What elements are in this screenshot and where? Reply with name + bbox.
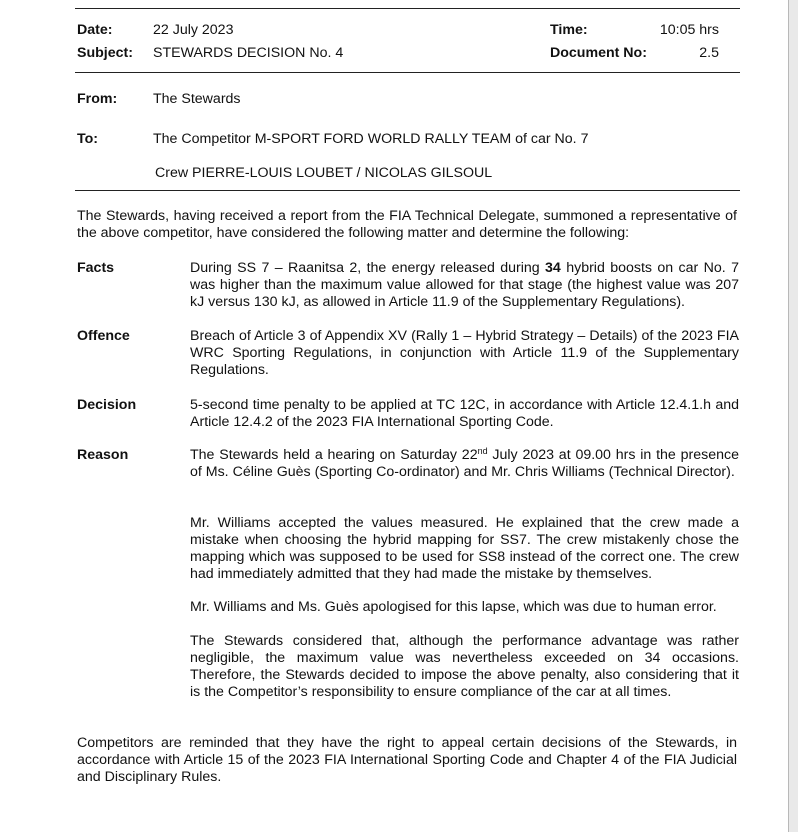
reason-paragraph-2: Mr. Williams accepted the values measured. He explained that the crew made a mistake when choosing the hybrid mapping for SS7. The crew mistakenly chose the mapping which was supposed to be used for SS8 instead of the correct one. The crew had immediately admitted that they had made the mistake by themselves.	[190, 515, 739, 582]
date-value: 22 July 2023	[153, 22, 234, 38]
facts-text-start: During SS 7 – Raanitsa 2, the energy released during	[190, 260, 546, 276]
document-number-value: 2.5	[699, 45, 719, 61]
facts-text-end: hybrid boosts on car No. 7 was higher than the maximum value allowed for that stage (the highest value was 207 kJ versus 130 kJ, as allowed in Article 11.9 of the Supplementary Regulations).	[190, 260, 739, 310]
decision-label: Decision	[77, 397, 137, 413]
appeal-notice: Competitors are reminded that they have the right to appeal certain decisions of the Stewards, in accordance with Article 15 of the 2023 FIA International Sporting Code and Chapter 4 of the FIA Judicial and Disciplinary Rules.	[77, 735, 737, 785]
reason-paragraph-3: Mr. Williams and Ms. Guès apologised for this lapse, which was due to human error.	[190, 599, 717, 615]
decision-text: 5-second time penalty to be applied at TC 12C, in accordance with Article 12.4.1.h and Article 12.4.2 of the 2023 FIA International Sporting Code.	[190, 397, 739, 430]
document-number-label: Document No:	[550, 45, 647, 61]
to-crew: Crew PIERRE-LOUIS LOUBET / NICOLAS GILSOUL	[155, 165, 493, 181]
facts-text	[190, 260, 739, 311]
time-value: 10:05 hrs	[659, 22, 719, 38]
offence-text: Breach of Article 3 of Appendix XV (Rally 1 – Hybrid Strategy – Details) of the 2023 FIA WRC Sporting Regulations, in conjunction with Article 11.9 of the Supplementary Regulations.	[190, 328, 739, 378]
reason-p1-end: July 2023 at 09.00 hrs in the presence of Ms. Céline Guès (Sporting Co-ordinator) and Mr. Chris Williams (Technical Director).	[190, 447, 739, 480]
header-divider	[75, 72, 740, 73]
reason-paragraph-1	[190, 447, 739, 481]
date-ordinal-suffix: nd	[477, 446, 488, 456]
facts-label: Facts	[77, 260, 115, 276]
subject-value: STEWARDS DECISION No. 4	[153, 45, 344, 61]
from-value: The Stewards	[153, 91, 241, 107]
reason-p1-start: The Stewards held a hearing on Saturday 22	[190, 447, 478, 463]
offence-label: Offence	[77, 328, 130, 344]
reason-label: Reason	[77, 447, 129, 463]
routing-divider	[75, 190, 740, 191]
reason-paragraph-4: The Stewards considered that, although the performance advantage was rather negligible, the maximum value was nevertheless exceeded on 34 occasions. Therefore, the Stewards decided to impose the above penalty, also considering that it is the Competitor’s responsibility to ensure compliance of the car at all times.	[190, 633, 739, 700]
to-competitor: The Competitor M-SPORT FORD WORLD RALLY TEAM of car No. 7	[153, 131, 589, 147]
from-label: From:	[77, 91, 118, 107]
intro-paragraph: The Stewards, having received a report from the FIA Technical Delegate, summoned a representative of the above competitor, have considered the following matter and determine the following:	[77, 208, 737, 241]
boost-count: 34	[545, 260, 561, 276]
subject-label: Subject:	[77, 45, 133, 61]
date-label: Date:	[77, 22, 113, 38]
to-label: To:	[77, 131, 99, 147]
header-top-rule	[75, 8, 740, 9]
time-label: Time:	[550, 22, 588, 38]
